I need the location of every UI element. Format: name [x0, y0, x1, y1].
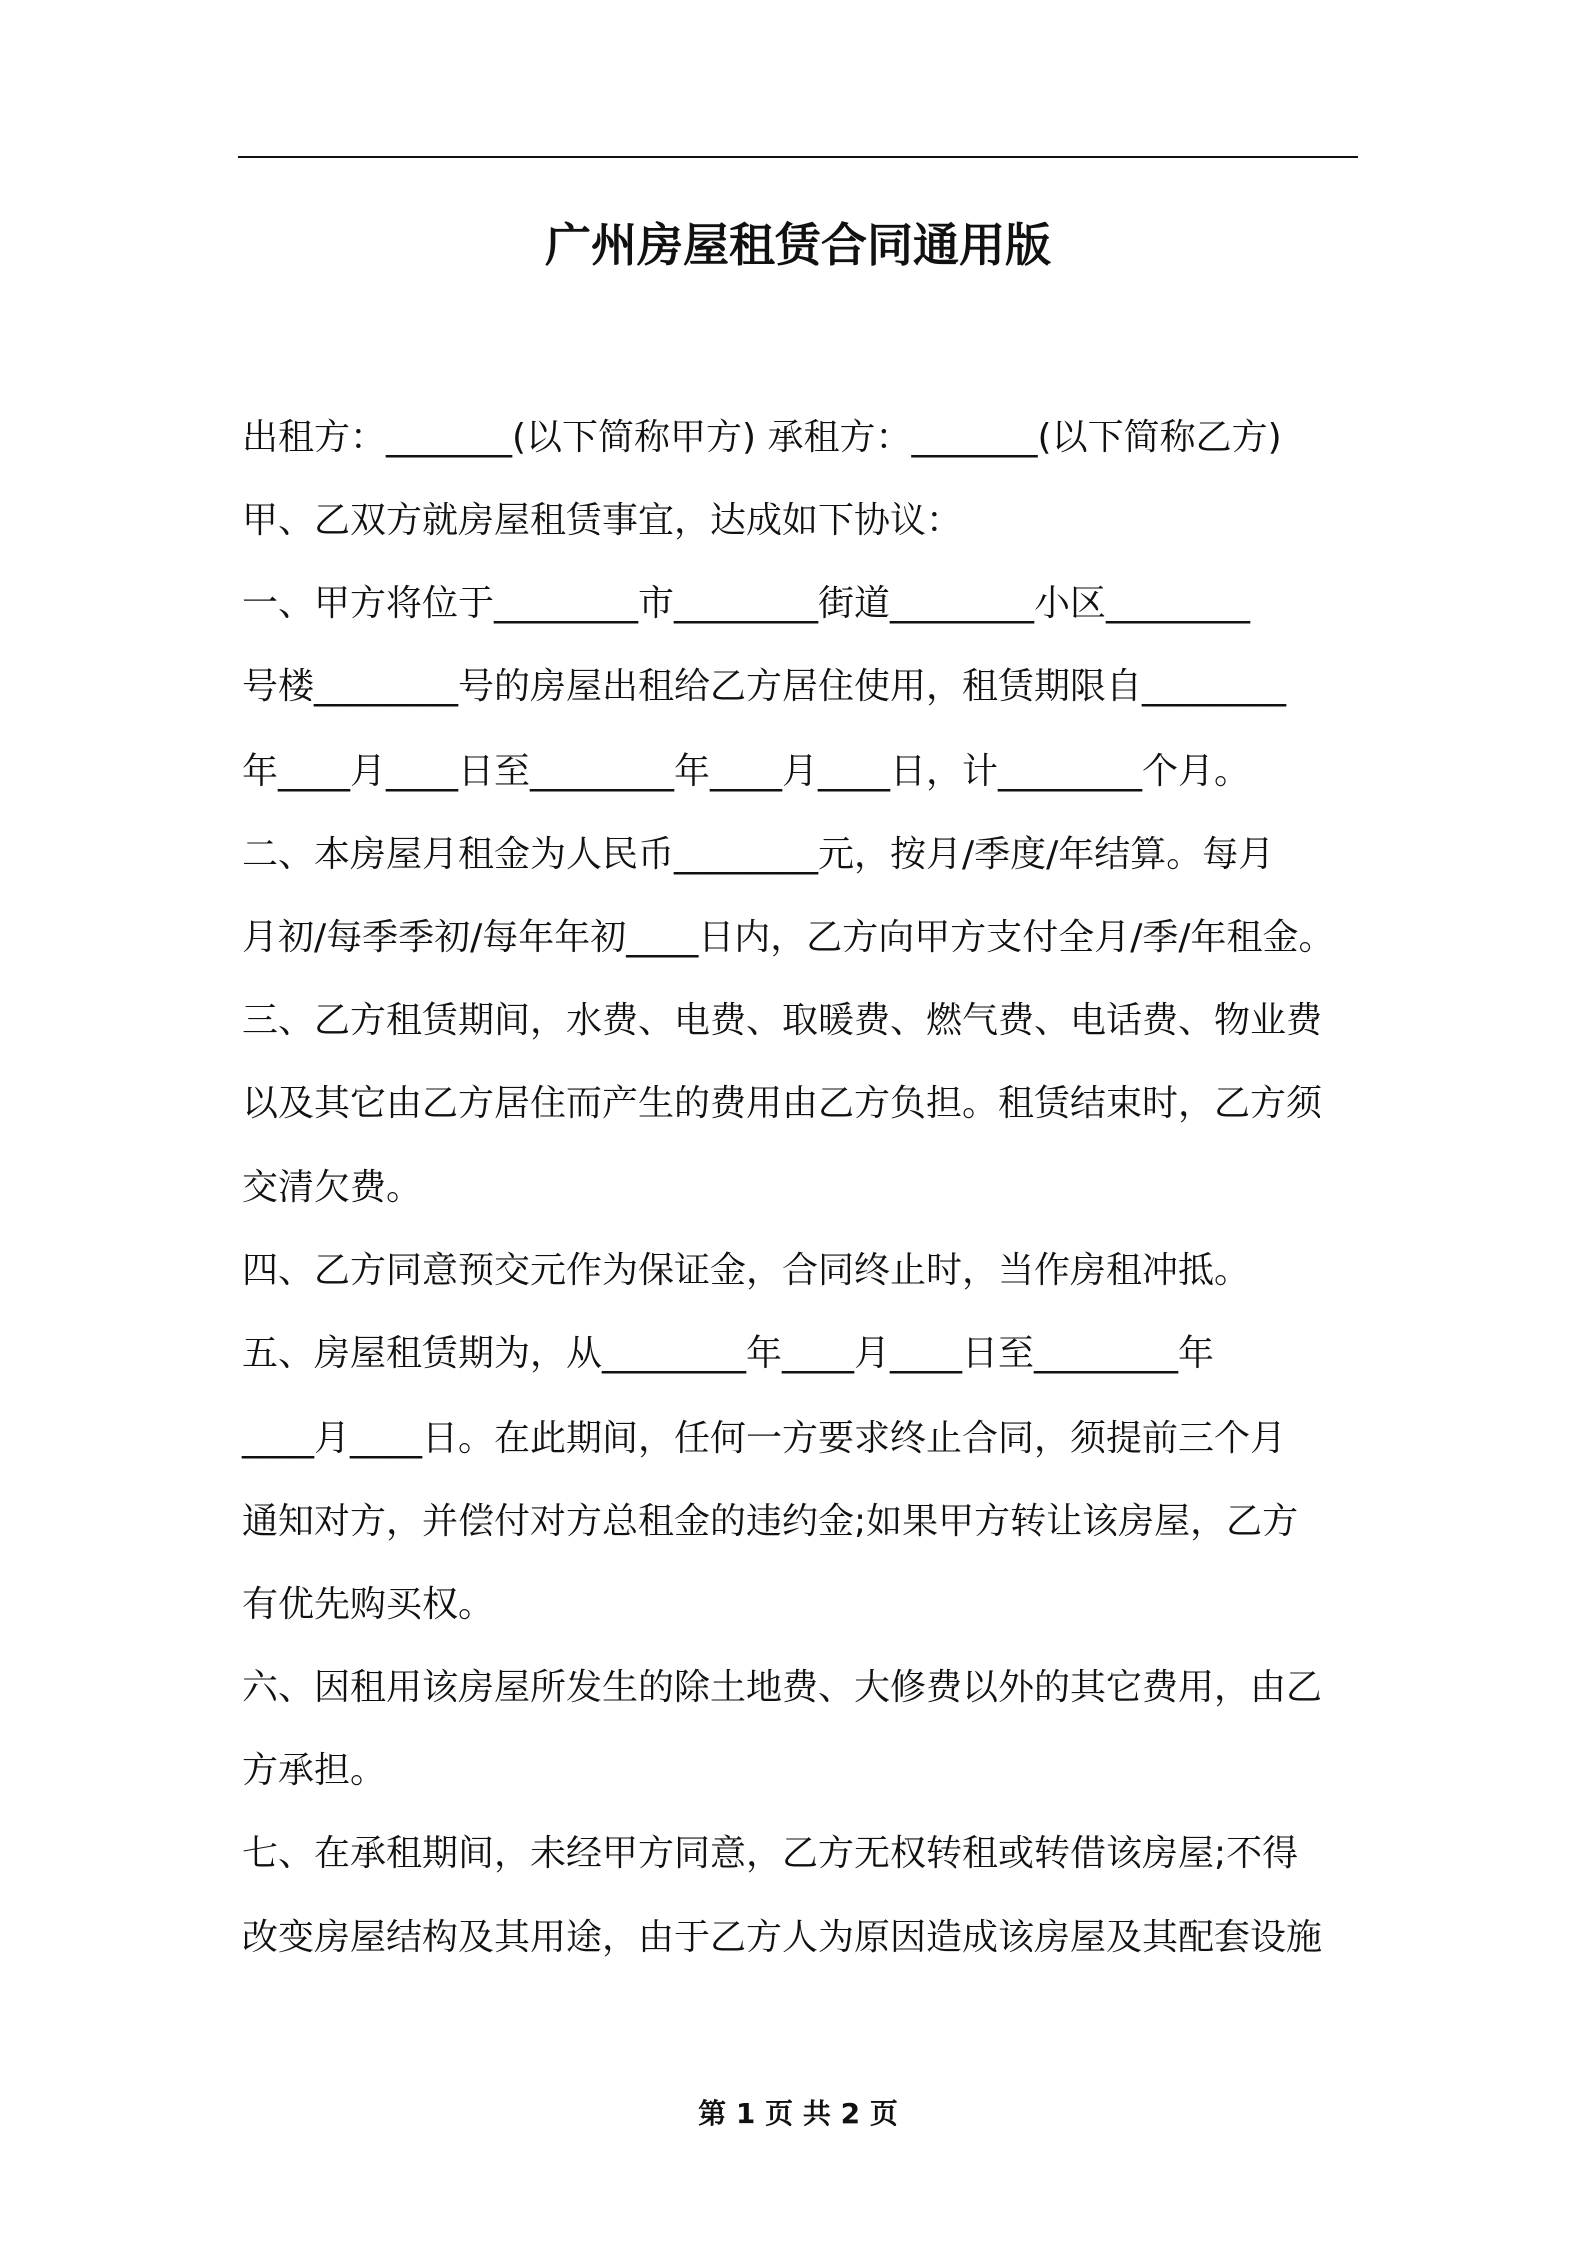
text-line: 有优先购买权。 — [242, 1584, 495, 1625]
text-line: 六、因租用该房屋所发生的除土地费、大修费以外的其它费用，由乙 — [242, 1667, 1323, 1708]
text-line: 以及其它由乙方居住而产生的费用由乙方负担。租赁结束时，乙方须 — [242, 1083, 1323, 1124]
text-line: 方承担。 — [242, 1750, 387, 1791]
text-line: 一、甲方将位于________市________街道________小区________ — [242, 583, 1251, 624]
text-line: ____月____日。在此期间，任何一方要求终止合同，须提前三个月 — [242, 1418, 1287, 1459]
text-line: 五、房屋租赁期为，从________年____月____日至________年 — [242, 1333, 1215, 1374]
text-line: 出租方：_______(以下简称甲方) 承租方：_______(以下简称乙方) — [242, 417, 1282, 458]
text-line: 年____月____日至________年____月____日，计________个月。 — [242, 751, 1251, 792]
text-line: 四、乙方同意预交元作为保证金，合同终止时，当作房租冲抵。 — [242, 1250, 1251, 1291]
text-line: 通知对方，并偿付对方总租金的违约金;如果甲方转让该房屋，乙方 — [242, 1501, 1299, 1542]
text-line: 二、本房屋月租金为人民币________元，按月/季度/年结算。每月 — [242, 834, 1275, 875]
text-line: 七、在承租期间，未经甲方同意，乙方无权转租或转借该房屋;不得 — [242, 1833, 1299, 1874]
text-line: 号楼________号的房屋出租给乙方居住使用，租赁期限自________ — [242, 666, 1287, 707]
page-number-footer: 第 1 页 共 2 页 — [698, 2097, 898, 2130]
header-rule — [238, 156, 1358, 158]
text-line: 交清欠费。 — [242, 1167, 423, 1208]
document-title: 广州房屋租赁合同通用版 — [545, 218, 1051, 272]
text-line: 改变房屋结构及其用途，由于乙方人为原因造成该房屋及其配套设施 — [242, 1917, 1323, 1958]
text-line: 三、乙方租赁期间，水费、电费、取暖费、燃气费、电话费、物业费 — [242, 1000, 1323, 1041]
text-line: 月初/每季季初/每年年初____日内，乙方向甲方支付全月/季/年租金。 — [242, 917, 1335, 958]
text-line: 甲、乙双方就房屋租赁事宜，达成如下协议： — [242, 500, 963, 541]
